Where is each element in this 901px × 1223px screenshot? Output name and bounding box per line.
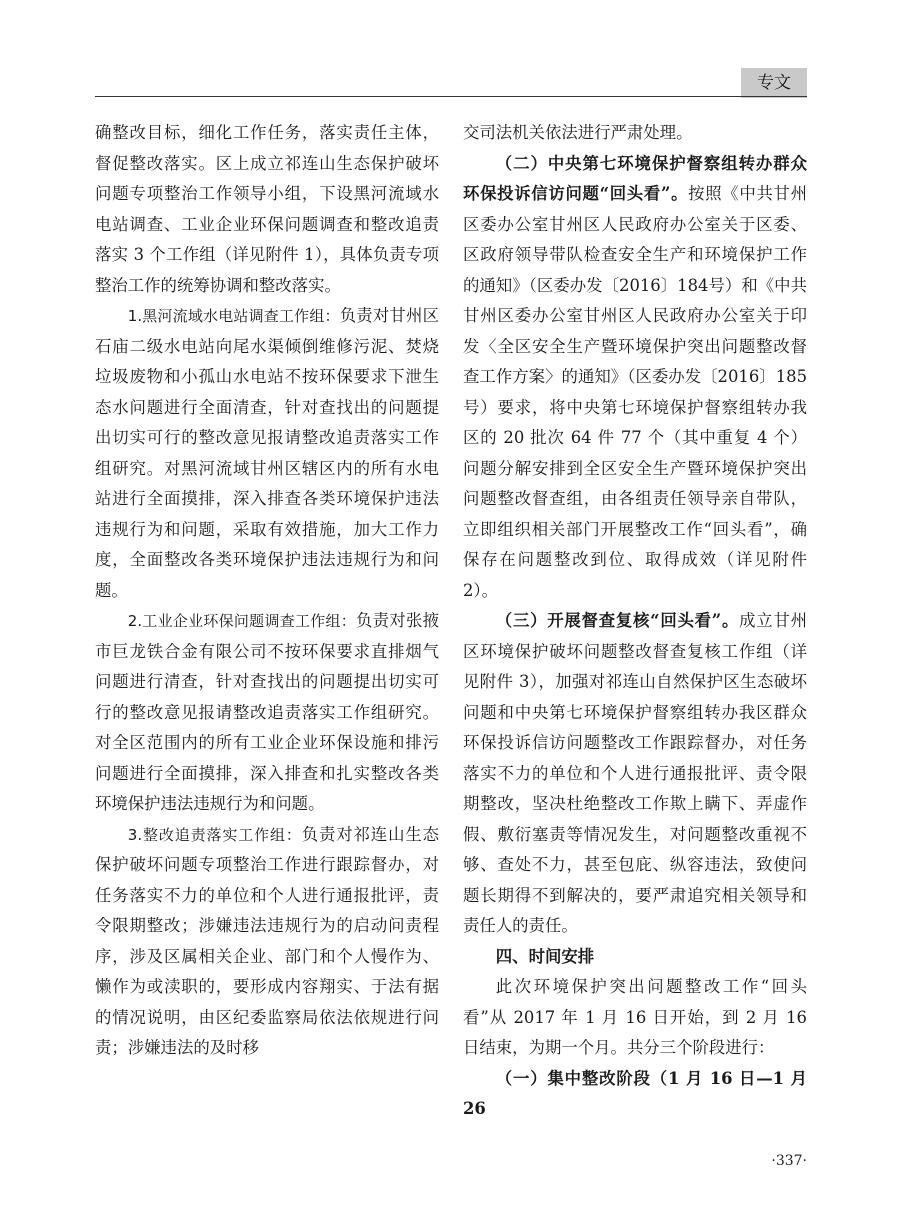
paragraph (95, 820, 439, 1064)
paragraph (95, 606, 439, 820)
page-number: ·337· (771, 1153, 807, 1169)
paragraph: 确整改目标，细化工作任务，落实责任主体，督促整改落实。区上成立祁连山生态保护破坏问题专项整治工作领导小组，下设黑河流域水电站调查、工业企业环保问题调查和整改追责落实 3 个工作组（详见附件 1），具体负责专项整治工作的统筹协调和整改落实。 (95, 123, 439, 295)
bold-heading: （二）中央第七环境保护督察组转办群众环保投诉信访问题“回头看”。 (463, 153, 807, 203)
paragraph (463, 149, 807, 607)
paragraph: 交司法机关依法进行严肃处理。 (463, 123, 693, 142)
right-column (463, 118, 807, 1125)
paragraph: 此次环境保护突出问题整改工作“回头看”从 2017 年 1 月 16 日开始，到 2 月 16 日结束，为期一个月。共分三个阶段进行： (463, 977, 807, 1057)
paragraph (463, 606, 807, 942)
subheading: 2.工业企业环保问题调查工作组： (127, 612, 356, 630)
paragraph-body: 成立甘州区环境保护破坏问题整改督查复核工作组（详见附件 3），加强对祁连山自然保护区生态破坏问题和中央第七环境保护督察组转办我区群众环保投诉信访问题整改工作跟踪督办，对任务落实不力的单位和个人进行通报批评、责令限期整改，坚决杜绝整改工作欺上瞒下、弄虚作假、敷衍塞责等情况发生，对问题整改重视不够、查处不力，甚至包庇、纵容违法，致使问题长期得不到解决的，要严肃追究相关领导和责任人的责任。 (463, 611, 808, 935)
paragraph-body: 负责对甘州区石庙二级水电站向尾水渠倾倒维修污泥、焚烧垃圾废物和小孤山水电站不按环保要求下泄生态水问题进行全面清查，针对查找出的问题提出切实可行的整改意见报请整改追责落实工作组研究。对黑河流域甘州区辖区内的所有水电站进行全面摸排，深入排查各类环境保护违法违规行为和问题，采取有效措施，加大工作力度，全面整改各类环境保护违法违规行为和问题。 (95, 306, 439, 600)
bold-heading: （三）开展督查复核“回头看”。 (495, 611, 740, 630)
paragraph (95, 301, 439, 606)
paragraph-body: 按照《中共甘州区委办公室甘州区人民政府办公室关于区委、区政府领导带队检查安全生产和环境保护工作的通知》（区委办发〔2016〕184号）和《中共甘州区委办公室甘州区人民政府办公室关于印发〈全区安全生产暨环境保护突出问题整改督查工作方案〉的通知》（区委办发〔2016〕185 号）要求，将中央第七环境保护督察组转办我区的 20 批次 64 件 77 个（其中重复 4 个）问题分解安排到全区安全生产暨环境保护突出问题整改督查组，由各组责任领导亲自带队，立即组织相关部门开展整改工作“回头看”，确保存在问题整改到位、取得成效（详见附件 2）。 (463, 184, 808, 600)
subheading: 3.整改追责落实工作组： (127, 825, 302, 844)
paragraph-body: 负责对张掖市巨龙铁合金有限公司不按环保要求直排烟气问题进行清查，针对查找出的问题提出切实可行的整改意见报请整改追责落实工作组研究。对全区范围内的所有工业企业环保设施和排污问题进行全面摸排，深入排查和扎实整改各类环境保护违法违规行为和问题。 (95, 611, 439, 813)
header-rule (95, 96, 807, 97)
section-heading: 四、时间安排 (495, 946, 595, 966)
subheading: 1.黑河流域水电站调查工作组： (127, 307, 340, 325)
bold-heading: （一）集中整改阶段（1 月 16 日—1 月 26 (463, 1068, 807, 1118)
section-tag: 专文 (741, 68, 807, 98)
left-column (95, 118, 439, 1064)
paragraph-body: 负责对祁连山生态保护破坏问题专项整治工作进行跟踪督办，对任务落实不力的单位和个人进行通报批评，责令限期整改；涉嫌违法违规行为的启动问责程序，涉及区属相关企业、部门和个人慢作为、懒作为或渎职的，要形成内容翔实、于法有据的情况说明，由区纪委监察局依法依规进行问责；涉嫌违法的及时移 (95, 824, 439, 1057)
